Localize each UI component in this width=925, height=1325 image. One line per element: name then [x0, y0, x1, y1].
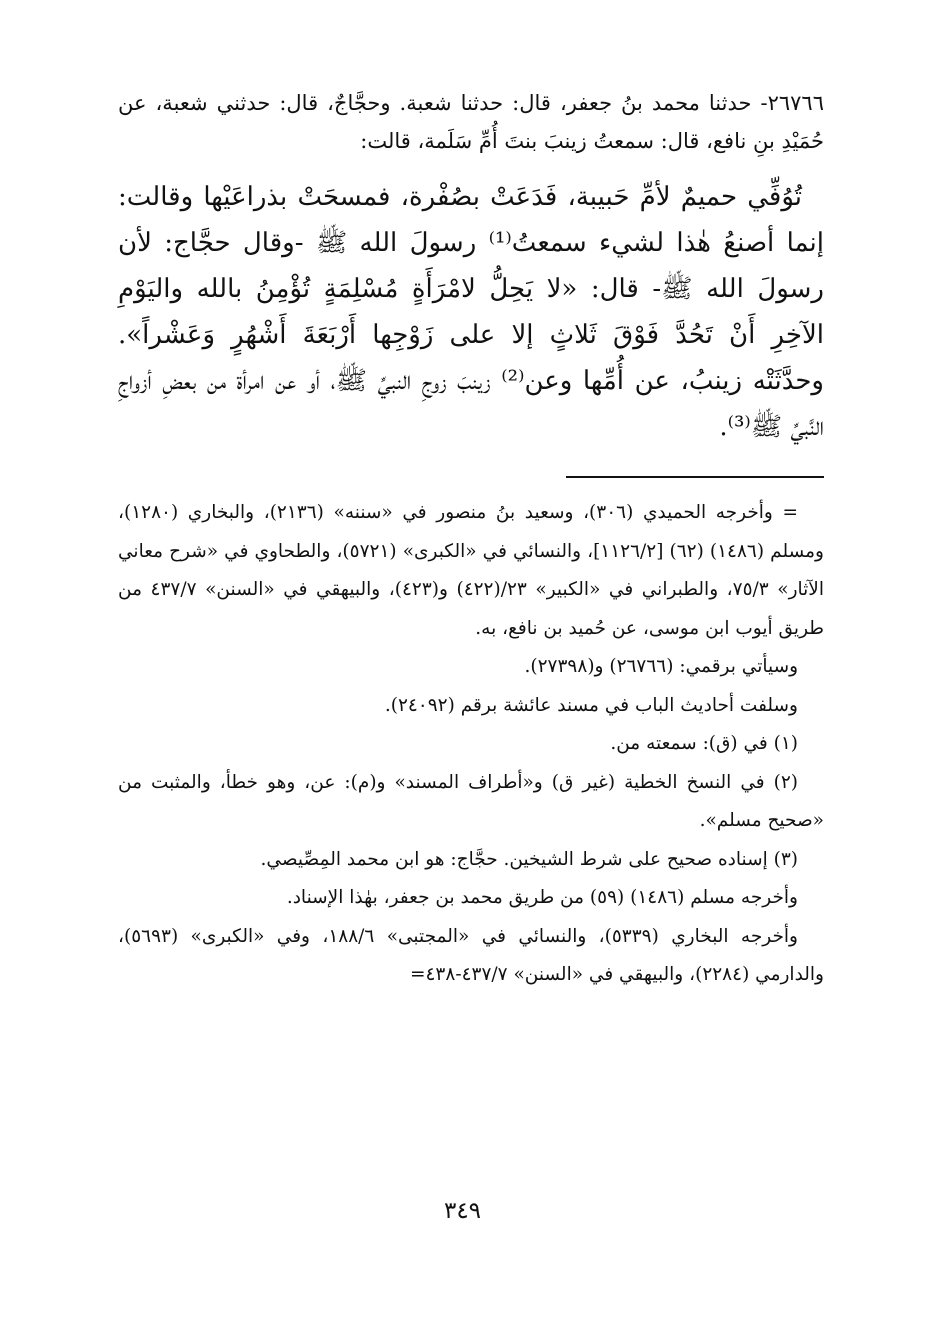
hadith-matn: تُوُفِّي حميمٌ لأمِّ حَبيبة، فَدَعَتْ بصُفْرة، فمسحَتْ بذراعَيْها وقالت: إنما أصنعُ هٰذا لشيء سمعتُ⁽¹⁾ رسولَ الله ﷺ -وقال حجَّاج: لأن رسولَ الله ﷺ- قال: «لا يَحِلُّ لامْرَأَةٍ مُسْلِمَةٍ تُؤْمِنُ بالله واليَوْمِ الآخِرِ أَنْ تَحُدَّ فَوْقَ ثَلاثٍ إلا على زَوْجِها أَرْبَعَةَ أَشْهُرٍ وَعَشْراً». وحدَّثَتْه زينبُ، عن أُمِّها وعن⁽²⁾ زينبَ زوجِ النبيِّ ﷺ، أو عن امرأة من بعضِ أزواجِ النَّبيِّ ﷺ⁽³⁾. — [118, 182, 825, 442]
page-number: ٣٤٩ — [443, 1198, 482, 1224]
continuation-mark: = — [782, 502, 798, 523]
footnotes — [118, 494, 824, 995]
footnote-later-reference: وسيأتي برقمي: (٢٦٧٦٦) و(٢٧٣٩٨). — [524, 656, 798, 677]
footnote-prior-reference: وسلفت أحاديث الباب في مسند عائشة برقم (٢٤٠٩٢). — [384, 694, 798, 716]
footnote-1: (١) في (ق): سمعته من. — [610, 733, 798, 754]
hadith-isnad: ٢٦٧٦٦- حدثنا محمد بنُ جعفر، قال: حدثنا شعبة. وحجَّاجٌ، قال: حدثني شعبة، عن حُمَيْدِ بنِ نافع، قال: سمعتُ زينبَ بنتَ أُمِّ سَلَمة، قالت: — [118, 91, 824, 153]
document-page — [118, 84, 824, 1244]
footnote-3-others: وأخرجه البخاري (٥٣٣٩)، والنسائي في «المجتبى» ١٨٨/٦، وفي «الكبرى» (٥٦٩٣)، والدارمي (٢٢٨٤)، والبيهقي في «السنن» ٤٣٧/٧-٤٣٨= — [118, 925, 824, 985]
footnote-3-muslim: وأخرجه مسلم (١٤٨٦) (٥٩) من طريق محمد بن جعفر، بهٰذا الإسناد. — [286, 887, 798, 908]
footnote-continuation — [118, 494, 824, 648]
footnote-divider — [566, 476, 824, 478]
footnote-text: وأخرجه الحميدي (٣٠٦)، وسعيد بنُ منصور في «سننه» (٢١٣٦)، والبخاري (١٢٨٠)، ومسلم (١٤٨٦) (٦٢) [١١٢٦/٢]، والنسائي في «الكبرى» (٥٧٢١)، والطحاوي في «شرح معاني الآثار» ٧٥/٣، والطبراني في «الكبير» ٢٣/(٤٢٢) و(٤٢٣)، والبيهقي في «السنن» ٤٣٧/٧ من طريق أيوب ابن موسى، عن حُميد بن نافع، به. — [118, 502, 824, 639]
footnote-2: (٢) في النسخ الخطية (غير ق) و«أطراف المسند» و(م): عن، وهو خطأ، والمثبت من «صحيح مسلم». — [118, 771, 824, 831]
footnote-3: (٣) إسناده صحيح على شرط الشيخين. حجَّاج: هو ابن محمد المِصِّيصي. — [260, 848, 798, 870]
